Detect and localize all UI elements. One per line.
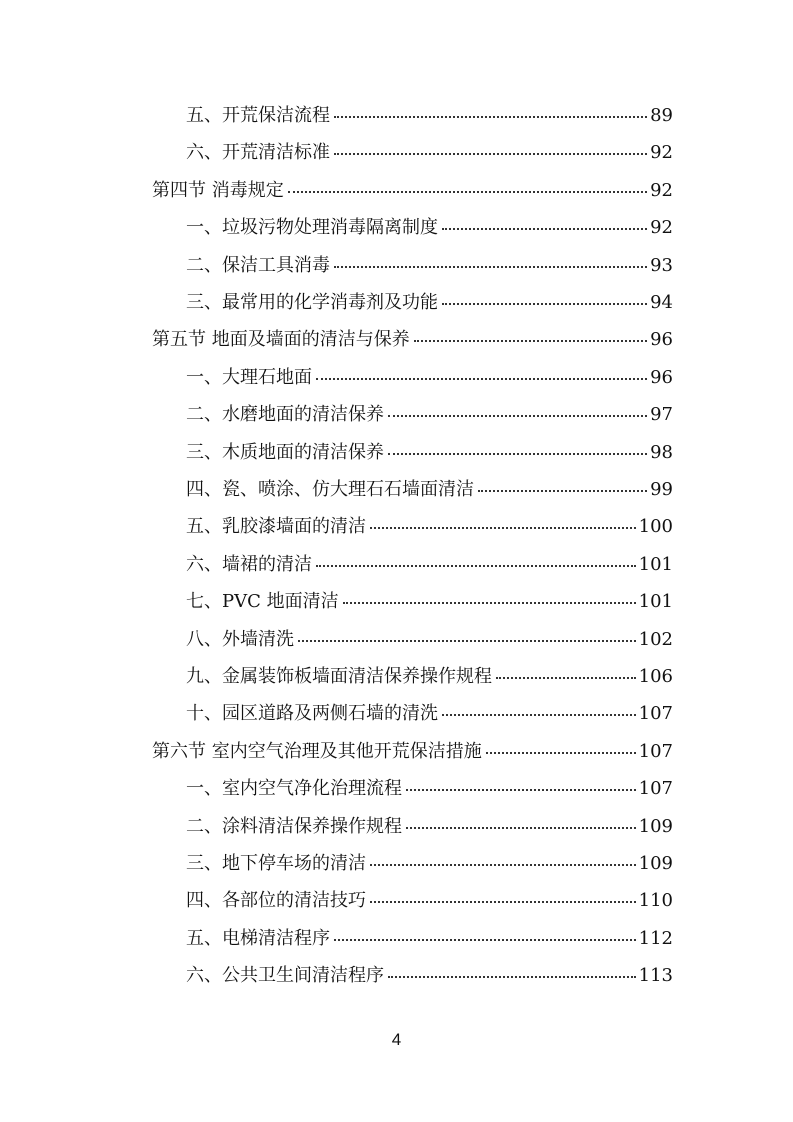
toc-entry-page: 97: [650, 404, 673, 426]
toc-entry-label: 三、地下停车场的清洁: [186, 853, 366, 874]
toc-entry-label: 七、PVC 地面清洁: [186, 591, 339, 613]
toc-entry-label: 第六节 室内空气治理及其他开荒保洁措施: [152, 740, 482, 762]
toc-item-entry[interactable]: [186, 475, 673, 505]
toc-item-entry[interactable]: [186, 550, 673, 580]
toc-item-entry[interactable]: [186, 101, 673, 131]
toc-entry-label: 三、木质地面的清洁保养: [186, 441, 384, 463]
toc-entry-label: 六、公共卫生间清洁程序: [186, 965, 384, 987]
toc-entry-page: 93: [650, 254, 673, 276]
toc-entry-page: 112: [638, 927, 673, 949]
toc-item-entry[interactable]: [186, 812, 673, 842]
toc-dot-leader: [496, 677, 636, 679]
toc-entry-page: 101: [638, 553, 673, 575]
toc-item-entry[interactable]: [186, 512, 673, 542]
toc-item-entry[interactable]: [186, 924, 673, 954]
toc-item-entry[interactable]: [186, 251, 673, 281]
toc-entry-page: 109: [638, 853, 673, 874]
toc-dot-leader: [316, 565, 636, 567]
toc-item-entry[interactable]: [186, 625, 673, 655]
toc-item-entry[interactable]: [186, 363, 673, 393]
toc-dot-leader: [486, 752, 636, 754]
toc-dot-leader: [406, 789, 636, 791]
toc-dot-leader: [414, 340, 647, 342]
toc-entry-page: 99: [650, 479, 673, 500]
toc-entry-page: 96: [650, 329, 673, 351]
toc-item-entry[interactable]: [186, 213, 673, 243]
toc-entry-label: 五、乳胶漆墙面的清洁: [186, 516, 366, 538]
toc-entry-label: 六、墙裙的清洁: [186, 553, 312, 575]
toc-entry-label: 一、垃圾污物处理消毒隔离制度: [186, 217, 438, 239]
toc-dot-leader: [442, 714, 636, 716]
toc-entry-label: 九、金属装饰板墙面清洁保养操作规程: [186, 666, 492, 687]
toc-dot-leader: [334, 153, 647, 155]
toc-dot-leader: [288, 191, 647, 193]
toc-item-entry[interactable]: [186, 438, 673, 468]
toc-dot-leader: [334, 266, 647, 268]
toc-entry-label: 二、涂料清洁保养操作规程: [186, 815, 402, 837]
toc-entry-page: 96: [650, 366, 673, 388]
toc-entry-label: 十、园区道路及两侧石墙的清洗: [186, 703, 438, 725]
toc-entry-page: 92: [650, 179, 673, 201]
toc-entry-label: 八、外墙清洗: [186, 628, 294, 650]
toc-dot-leader: [388, 415, 647, 417]
toc-entry-page: 92: [650, 142, 673, 164]
toc-section-entry[interactable]: [152, 325, 673, 355]
toc-entry-page: 101: [638, 591, 673, 613]
toc-entry-label: 一、大理石地面: [186, 366, 312, 388]
toc-dot-leader: [388, 453, 647, 455]
toc-dot-leader: [370, 864, 636, 866]
toc-entry-label: 第五节 地面及墙面的清洁与保养: [152, 329, 410, 351]
toc-entry-label: 一、室内空气净化治理流程: [186, 778, 402, 800]
toc-dot-leader: [334, 116, 647, 118]
toc-entry-page: 94: [650, 292, 673, 313]
toc-entry-label: 二、水磨地面的清洁保养: [186, 404, 384, 426]
toc-dot-leader: [442, 228, 647, 230]
toc-dot-leader: [370, 901, 636, 903]
toc-entry-label: 三、最常用的化学消毒剂及功能: [186, 292, 438, 313]
toc-item-entry[interactable]: [186, 662, 673, 692]
toc-item-entry[interactable]: [186, 699, 673, 729]
toc-dot-leader: [316, 378, 647, 380]
toc-item-entry[interactable]: [186, 138, 673, 168]
toc-entry-page: 98: [650, 441, 673, 463]
toc-entry-label: 五、开荒保洁流程: [186, 105, 330, 126]
toc-entry-label: 四、各部位的清洁技巧: [186, 890, 366, 912]
toc-section-entry[interactable]: [152, 737, 673, 767]
toc-entry-page: 89: [650, 105, 673, 126]
toc-entry-page: 107: [638, 703, 673, 725]
toc-dot-leader: [370, 527, 636, 529]
toc-entry-label: 五、电梯清洁程序: [186, 927, 330, 949]
toc-item-entry[interactable]: [186, 587, 673, 617]
toc-section-entry[interactable]: [152, 176, 673, 206]
toc-entry-page: 92: [650, 217, 673, 239]
toc-entry-label: 四、瓷、喷涂、仿大理石石墙面清洁: [186, 479, 474, 500]
toc-dot-leader: [334, 939, 636, 941]
toc-entry-label: 六、开荒清洁标准: [186, 142, 330, 164]
toc-item-entry[interactable]: [186, 400, 673, 430]
page-number: 4: [391, 1030, 402, 1049]
toc-entry-label: 第四节 消毒规定: [152, 179, 284, 201]
toc-dot-leader: [406, 827, 636, 829]
toc-dot-leader: [478, 490, 647, 492]
toc-item-entry[interactable]: [186, 886, 673, 916]
toc-entry-page: 107: [638, 740, 673, 762]
toc-entry-page: 100: [638, 516, 673, 538]
toc-dot-leader: [343, 602, 636, 604]
toc-item-entry[interactable]: [186, 961, 673, 991]
toc-entry-page: 110: [638, 890, 673, 912]
toc-dot-leader: [298, 640, 636, 642]
toc-item-entry[interactable]: [186, 288, 673, 318]
toc-entry-page: 107: [638, 778, 673, 800]
toc-entry-page: 113: [638, 965, 673, 987]
toc-item-entry[interactable]: [186, 774, 673, 804]
toc-entry-page: 109: [638, 815, 673, 837]
toc-item-entry[interactable]: [186, 849, 673, 879]
toc-entry-page: 106: [638, 666, 673, 687]
toc-dot-leader: [388, 976, 636, 978]
toc-entry-label: 二、保洁工具消毒: [186, 254, 330, 276]
toc-entry-page: 102: [638, 628, 673, 650]
toc-dot-leader: [442, 303, 647, 305]
